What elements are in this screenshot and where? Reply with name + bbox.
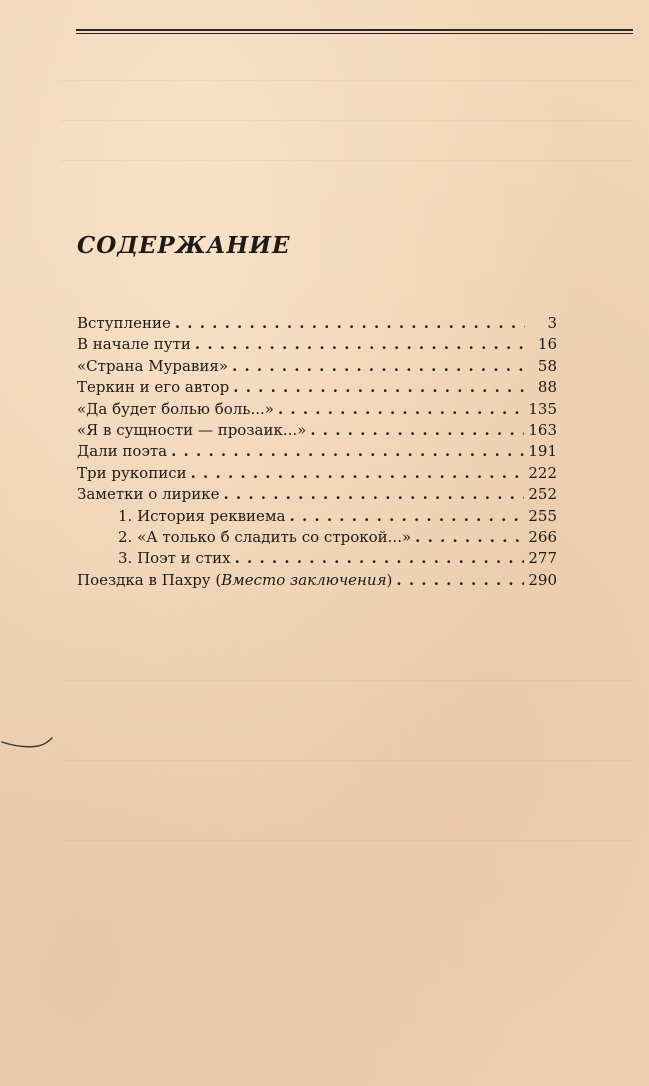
toc-entry [77, 313, 557, 334]
toc-entry-title: Дали поэта [77, 442, 168, 461]
show-through-line [60, 760, 635, 761]
dot-leader [191, 463, 525, 484]
dot-leader [195, 334, 525, 355]
toc-entry-page: 3 [547, 314, 557, 332]
show-through-line [60, 120, 635, 121]
show-through-line [60, 80, 635, 81]
table-of-contents [77, 313, 557, 591]
toc-entry-title-italic: Вместо заключения [221, 570, 387, 589]
toc-entry-page: 88 [537, 378, 557, 397]
toc-entry-title: В начале пути [77, 335, 191, 354]
top-rule [76, 29, 633, 34]
toc-entry-title: Теркин и его автор [77, 378, 230, 397]
dot-leader [171, 441, 524, 462]
toc-subentry [77, 527, 557, 548]
dot-leader [175, 313, 525, 334]
toc-entry-page: 163 [528, 420, 557, 439]
toc-entry-title: «Страна Муравия» [77, 356, 229, 375]
toc-entry-title: Три рукописи [77, 463, 187, 482]
toc-entry-page: 252 [528, 485, 557, 504]
toc-entry-title: Вступление [77, 314, 171, 332]
toc-entry-page: 255 [528, 506, 557, 525]
toc-entry-title: 2. «А только б сладить со строкой...» [118, 527, 412, 546]
toc-entry-page: 290 [528, 570, 557, 589]
show-through-line [60, 680, 635, 681]
toc-entry-title: Заметки о лирике [77, 485, 220, 504]
dot-leader [396, 570, 524, 591]
toc-subentry [77, 548, 557, 569]
page-title: СОДЕРЖАНИЕ [77, 232, 291, 259]
toc-entry [77, 463, 557, 484]
toc-entry-title: Поездка в Пахру (Вместо заключения) [77, 570, 393, 589]
toc-entry [77, 377, 557, 398]
toc-entry-title: «Да будет болью боль...» [77, 399, 274, 418]
dot-leader [310, 420, 524, 441]
toc-entry-title: 3. Поэт и стих [118, 549, 231, 568]
show-through-line [60, 840, 635, 841]
toc-entry [77, 399, 557, 420]
dot-leader [278, 399, 524, 420]
toc-entry [77, 334, 557, 355]
toc-entry-page: 135 [528, 399, 557, 418]
show-through-line [60, 160, 635, 161]
toc-entry-title: «Я в сущности — прозаик...» [77, 420, 307, 439]
toc-entry-title: 1. История реквиема [118, 506, 286, 525]
dot-leader [232, 356, 525, 377]
toc-entry [77, 356, 557, 377]
toc-entry [77, 484, 557, 505]
dot-leader [223, 484, 524, 505]
toc-entry [77, 420, 557, 441]
pencil-mark-icon [0, 730, 60, 754]
dot-leader [415, 527, 524, 548]
toc-entry-page: 191 [528, 442, 557, 461]
toc-entry-page: 58 [537, 356, 557, 375]
toc-entry-title-main: Поездка в Пахру [77, 570, 211, 589]
toc-entry-page: 277 [528, 549, 557, 568]
toc-entry-page: 266 [528, 527, 557, 546]
toc-subentry [77, 506, 557, 527]
toc-entry-page: 222 [528, 463, 557, 482]
toc-entry-page: 16 [537, 335, 557, 354]
toc-entry [77, 570, 557, 591]
toc-entry [77, 441, 557, 462]
dot-leader [290, 506, 525, 527]
dot-leader [235, 548, 525, 569]
dot-leader [233, 377, 525, 398]
